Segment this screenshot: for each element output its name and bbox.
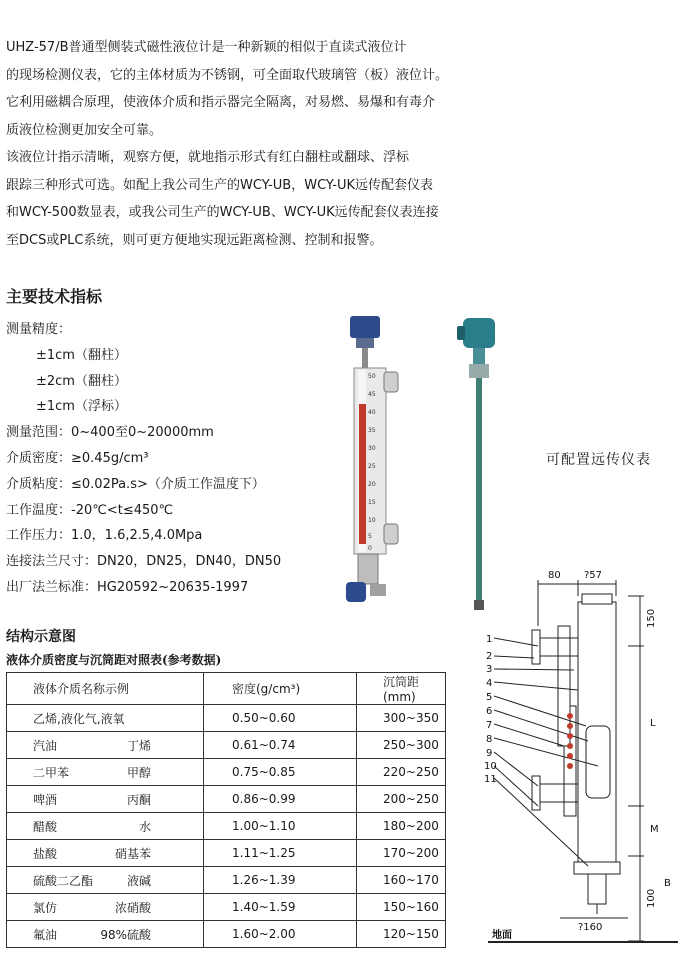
cell-density: 1.60~2.00: [204, 921, 357, 948]
ground-label: 地面: [492, 930, 512, 941]
cell-density: 1.11~1.25: [204, 840, 357, 867]
scale-label: 15: [368, 499, 376, 506]
scale-label: 30: [368, 445, 376, 452]
part-number: 1: [486, 634, 493, 645]
gauge-product-image: [340, 312, 420, 622]
cell-density: 0.61~0.74: [204, 732, 357, 759]
table-row: [7, 705, 446, 732]
cell-distance: 220~250: [357, 759, 446, 786]
table-row: [7, 840, 446, 867]
cell-distance: 160~170: [357, 867, 446, 894]
spec-temperature: 工作温度：-20℃<t≤450℃: [6, 502, 174, 518]
cell-density: 0.86~0.99: [204, 786, 357, 813]
spec-accuracy-item: ±1cm（浮标）: [36, 399, 127, 415]
cell-density: 1.00~1.10: [204, 813, 357, 840]
table-row: [7, 813, 446, 840]
spec-flange-standard: 出厂法兰标准：HG20592~20635-1997: [6, 579, 249, 595]
scale-label: 35: [368, 427, 376, 434]
dim-80: 80: [548, 570, 561, 581]
scale-label: 45: [368, 391, 376, 398]
intro-line: 的现场检测仪表，它的主体材质为不锈钢，可全面取代玻璃管（板）液位计。: [6, 67, 449, 83]
cell-distance: 180~200: [357, 813, 446, 840]
cell-distance: 170~200: [357, 840, 446, 867]
cell-medium: 乙烯,液化气,液氧: [7, 705, 204, 732]
specs-list: [6, 317, 281, 601]
cell-medium: 醋酸 水: [7, 813, 204, 840]
dim-160: ?160: [578, 922, 603, 933]
cell-density: 1.40~1.59: [204, 894, 357, 921]
specs-heading: 主要技术指标: [6, 287, 103, 306]
intro-line: 跟踪三种形式可选。如配上我公司生产的WCY-UB，WCY-UK远传配套仪表: [6, 177, 434, 193]
remote-caption: 可配置远传仪表: [546, 452, 651, 468]
spec-pressure: 工作压力：1.0，1.6,2.5,4.0Mpa: [6, 528, 203, 544]
scale-label: 0: [368, 545, 372, 552]
cell-density: 0.50~0.60: [204, 705, 357, 732]
header-distance: 沉筒距(mm): [357, 673, 446, 705]
part-number: 5: [486, 692, 493, 703]
table-heading: 液体介质密度与沉筒距对照表(参考数据): [6, 653, 222, 667]
cell-density: 0.75~0.85: [204, 759, 357, 786]
intro-line: 至DCS或PLC系统，则可更方便地实现远距离检测、控制和报警。: [6, 232, 383, 248]
scale-label: 10: [368, 517, 376, 524]
spec-flange-size: 连接法兰尺寸：DN20，DN25，DN40，DN50: [6, 554, 282, 570]
cell-medium: 盐酸 硝基苯: [7, 840, 204, 867]
structure-heading: 结构示意图: [6, 629, 76, 645]
table-row: [7, 921, 446, 948]
dim-150: 150: [646, 608, 657, 628]
cell-density: 1.26~1.39: [204, 867, 357, 894]
part-number: 10: [484, 761, 497, 772]
cell-medium: 氯仿 浓硝酸: [7, 894, 204, 921]
spec-accuracy-item: ±1cm（翻柱）: [36, 347, 127, 363]
scale-label: 5: [368, 533, 372, 540]
cell-medium: 硫酸二乙酯 液碱: [7, 867, 204, 894]
cell-distance: 150~160: [357, 894, 446, 921]
intro-line: 质液位检测更加安全可靠。: [6, 122, 163, 138]
cell-medium: 啤酒 丙酮: [7, 786, 204, 813]
table-row: [7, 732, 446, 759]
header-density: 密度(g/cm³): [204, 673, 357, 705]
part-number: 7: [486, 720, 493, 731]
part-number: 11: [484, 774, 497, 785]
cell-medium: 汽油 丁烯: [7, 732, 204, 759]
intro-paragraph: [6, 34, 526, 254]
table-row: [7, 894, 446, 921]
table-row: [7, 759, 446, 786]
cell-medium: 氟油 98%硫酸: [7, 921, 204, 948]
cell-distance: 120~150: [357, 921, 446, 948]
spec-range: 测量范围：0~400至0~20000mm: [6, 425, 214, 441]
header-medium: 液体介质名称示例: [7, 673, 204, 705]
dim-100: 100: [646, 888, 657, 908]
dim-L: L: [650, 718, 656, 729]
spec-viscosity: 介质粘度：≤0.02Pa.s>（介质工作温度下）: [6, 476, 265, 492]
part-number: 6: [486, 706, 493, 717]
table-header-row: [7, 673, 446, 705]
scale-label: 50: [368, 373, 376, 380]
structure-diagram: [478, 566, 686, 958]
intro-line: 和WCY-500数显表，或我公司生产的WCY-UB、WCY-UK远传配套仪表连接: [6, 205, 439, 220]
density-table: [6, 672, 446, 948]
cell-distance: 250~300: [357, 732, 446, 759]
part-number: 2: [486, 651, 493, 662]
table-row: [7, 867, 446, 894]
scale-label: 40: [368, 409, 376, 416]
spec-accuracy-item: ±2cm（翻柱）: [36, 373, 127, 389]
part-number: 4: [486, 678, 493, 689]
intro-line: 它利用磁耦合原理，使液体介质和指示器完全隔离，对易燃、易爆和有毒介: [6, 95, 436, 110]
cell-distance: 300~350: [357, 705, 446, 732]
cell-medium: 二甲苯 甲醇: [7, 759, 204, 786]
dim-57: ?57: [584, 570, 603, 581]
part-number: 9: [486, 748, 493, 759]
scale-label: 25: [368, 463, 376, 470]
part-number: 8: [486, 734, 493, 745]
scale-label: 20: [368, 481, 376, 488]
intro-line: UHZ-57/B普通型侧装式磁性液位计是一种新颖的相似于直读式液位计: [6, 40, 407, 55]
part-number: 3: [486, 664, 493, 675]
spec-density: 介质密度：≥0.45g/cm³: [6, 450, 149, 466]
dim-M: M: [650, 824, 659, 835]
table-row: [7, 786, 446, 813]
cell-distance: 200~250: [357, 786, 446, 813]
spec-accuracy-label: 测量精度：: [6, 322, 72, 337]
dim-B: B: [664, 878, 671, 889]
intro-line: 该液位计指示清晰，观察方便，就地指示形式有红白翻柱或翻球、浮标: [6, 150, 410, 165]
